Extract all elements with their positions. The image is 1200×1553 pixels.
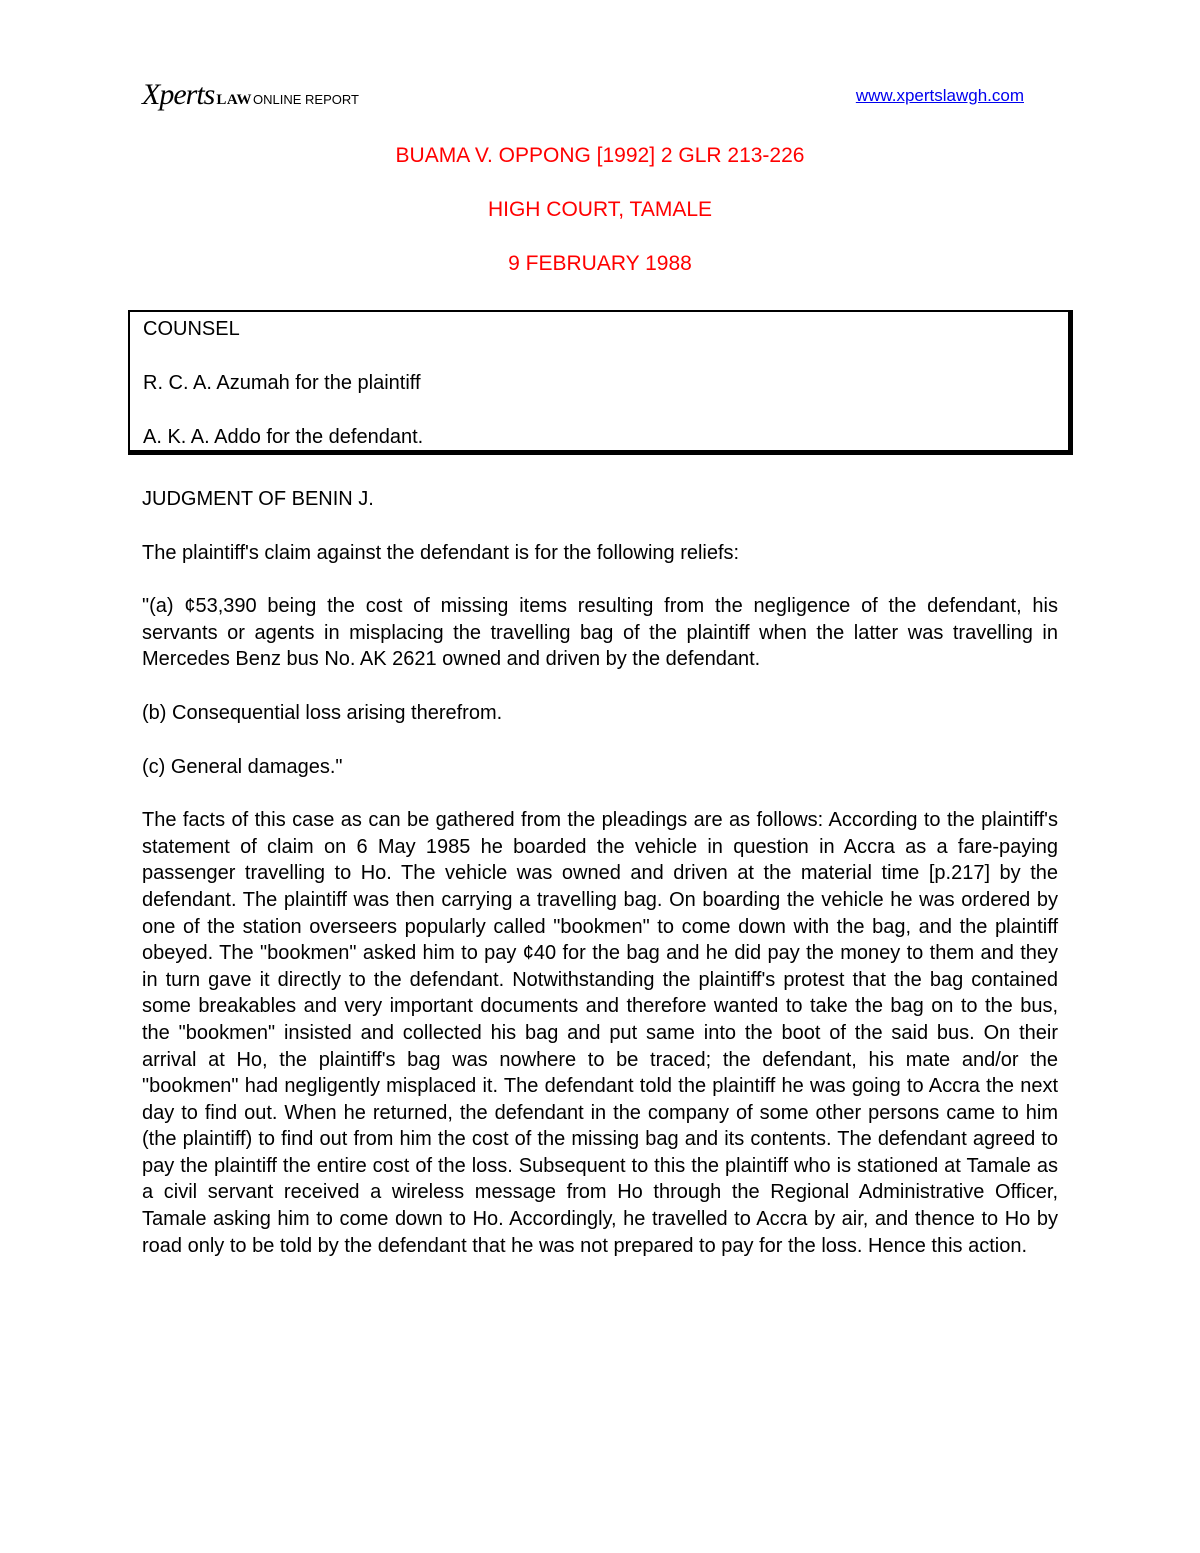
case-citation: BUAMA V. OPPONG [1992] 2 GLR 213-226 xyxy=(395,144,805,167)
judgment-date: 9 FEBRUARY 1988 xyxy=(508,252,692,275)
counsel-heading: COUNSEL xyxy=(143,318,240,340)
relief-a: "(a) ¢53,390 being the cost of missing items resulting from the negligence of the defendant, his servants or agents in misplacing the travelling bag of the plaintiff when the latter was travelling in Mercedes Benz bus No. AK 2621 owned and driven by the defendant. xyxy=(142,595,1058,671)
facts-paragraph: The facts of this case as can be gathered from the pleadings are as follows: According to the plaintiff's statement of claim on 6 May 1985 he boarded the vehicle in question in Accra as a fare-paying passenger travelling to Ho. The vehicle was owned and driven at the material time [p.217] by the defendant. The plaintiff was then carrying a travelling bag. On boarding the vehicle he was ordered by one of the station overseers popularly called "bookmen" to come down with the bag, and the plaintiff obeyed. The "bookmen" asked him to pay ¢40 for the bag and he did pay the money to them and they in turn gave it directly to the defendant. Notwithstanding the plaintiff's protest that the bag contained some breakables and very important documents and therefore wanted to take the bag on to the bus, the "bookmen" insisted and collected his bag and put same into the boot of the said bus. On their arrival at Ho, the plaintiff's bag was nowhere to be traced; the defendant, his mate and/or the "bookmen" had negligently misplaced it. The defendant told the plaintiff he was going to Accra the next day to find out. When he returned, the defendant in the company of some other persons came to him (the plaintiff) to find out from him the cost of the missing bag and its contents. The defendant agreed to pay the plaintiff the entire cost of the loss. Subsequent to this the plaintiff who is stationed at Tamale as a civil servant received a wireless message from Ho through the Regional Administrative Officer, Tamale asking him to come down to Ho. Accordingly, he travelled to Accra by air, and thence to Ho by road only to be told by the defendant that he was not prepared to pay for the loss. Hence this action. xyxy=(142,809,1058,1257)
counsel-defendant: A. K. A. Addo for the defendant. xyxy=(143,426,424,448)
brand-script-text: Xperts xyxy=(142,78,215,111)
judgment-heading: JUDGMENT OF BENIN J. xyxy=(142,488,374,510)
brand-logo xyxy=(142,78,359,112)
counsel-plaintiff: R. C. A. Azumah for the plaintiff xyxy=(143,372,421,394)
relief-c: (c) General damages." xyxy=(142,755,343,778)
counsel-box xyxy=(128,310,1073,455)
court-name: HIGH COURT, TAMALE xyxy=(487,198,713,221)
page-header xyxy=(142,78,1024,114)
website-link[interactable]: www.xpertslawgh.com xyxy=(855,86,1024,105)
case-titles xyxy=(0,140,1200,302)
brand-law-text: LAW xyxy=(216,92,253,108)
judgment-body xyxy=(142,486,1058,1286)
judgment-intro: The plaintiff's claim against the defendant is for the following reliefs: xyxy=(142,541,740,564)
relief-b: (b) Consequential loss arising therefrom. xyxy=(142,701,503,724)
brand-report-text: ONLINE REPORT xyxy=(253,92,359,107)
